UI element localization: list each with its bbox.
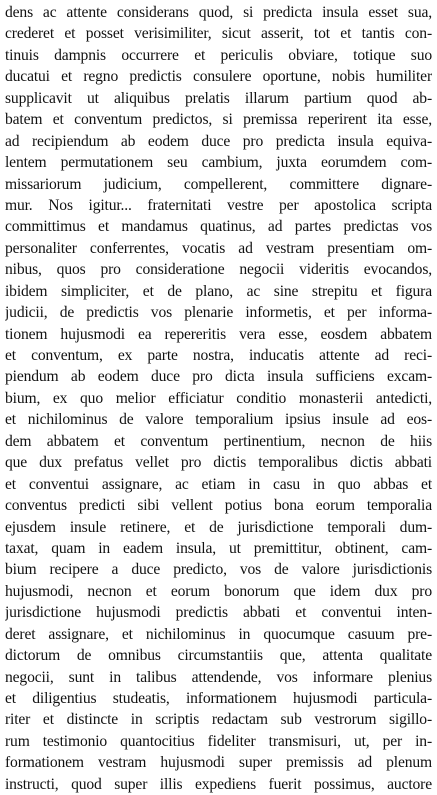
text-line: dem abbatem et conventum pertinentium, necnon de hiis xyxy=(5,432,432,450)
text-line: negocii, sunt in talibus attendende, vos informare plenius xyxy=(5,668,432,686)
text-line: dens ac attente considerans quod, si predicta insula esset sua, xyxy=(5,4,432,21)
text-line: conventus predicti sibi vellent potius bona eorum temporalia xyxy=(5,497,432,515)
text-line: piendum ab eodem duce pro dicta insula sufficiens excam- xyxy=(5,368,432,386)
text-line: nibus, quos pro consideratione negocii videritis evocandos, xyxy=(5,261,432,279)
text-line: lentem permutationem seu cambium, juxta eorumdem com- xyxy=(5,154,432,172)
text-line: et conventum, ex parte nostra, inducatis attente ad reci- xyxy=(5,347,432,364)
text-line: hujusmodi, necnon et eorum bonorum que idem dux pro xyxy=(5,582,432,600)
text-line: ad recipiendum ab eodem duce pro predicta insula equiva- xyxy=(5,132,432,150)
text-line: missariorum judicium, compellerent, committere dignare- xyxy=(5,175,432,193)
text-line: jurisdictione hujusmodi predictis abbati et conventui inten- xyxy=(5,604,432,622)
text-line: personaliter conferrentes, vocatis ad vestram presentiam om- xyxy=(5,239,432,257)
text-line: tinuis dampnis occurrere et periculis obviare, totique suo xyxy=(5,46,432,64)
text-line: batem et conventum predictos, si premissa reperirent ita esse, xyxy=(5,111,432,129)
text-line: ducatui et regno predictis consulere oportune, nobis humiliter xyxy=(5,68,432,86)
text-line: instructi, quod super illis expediens fuerit possimus, auctore xyxy=(5,775,432,793)
text-line: que dux prefatus vellet pro dictis temporalibus dictis abbati xyxy=(5,454,432,472)
body-text xyxy=(5,2,432,795)
text-line: deret assignare, et nichilominus in quocumque casuum pre- xyxy=(5,625,432,643)
text-line: ibidem simpliciter, et de plano, ac sine strepitu et figura xyxy=(5,282,432,300)
text-line: riter et distincte in scriptis redactam sub vestrorum sigillo- xyxy=(5,711,432,729)
text-line: supplicavit ut aliquibus prelatis illarum partium quod ab- xyxy=(5,89,432,107)
text-line: judicii, de predictis vos plenarie informetis, et per informa- xyxy=(5,304,432,322)
text-line: et diligentius studeatis, informationem hujusmodi particula- xyxy=(5,690,432,707)
text-line: et conventui assignare, ac etiam in casu in quo abbas et xyxy=(5,475,432,493)
text-line: formationem vestram hujusmodi super premissis ad plenum xyxy=(5,754,432,772)
text-line: rum testimonio quantocitius fideliter transmisuri, ut, per in- xyxy=(5,732,432,750)
text-line: bium, ex quo melior efficiatur conditio monasterii antedicti, xyxy=(5,389,432,407)
text-line: committimus et mandamus quatinus, ad partes predictas vos xyxy=(5,218,432,236)
text-line: bium recipere a duce predicto, vos de valore jurisdictionis xyxy=(5,561,432,579)
text-line: mur. Nos igitur... fraternitati vestre per apostolica scripta xyxy=(5,196,432,214)
text-line: tionem hujusmodi ea repereritis vera esse, eosdem abbatem xyxy=(5,325,432,343)
text-line: crederet et posset verisimiliter, sicut asserit, tot et tantis con- xyxy=(5,25,432,43)
text-line: taxat, quam in eadem insula, ut premittitur, obtinent, cam- xyxy=(5,539,432,557)
text-line: dictorum de omnibus circumstantiis que, attenta qualitate xyxy=(5,647,432,665)
text-line: ejusdem insule retinere, et de jurisdictione temporali dum- xyxy=(5,518,432,536)
text-line: et nichilominus de valore temporalium ipsius insule ad eos- xyxy=(5,411,432,429)
